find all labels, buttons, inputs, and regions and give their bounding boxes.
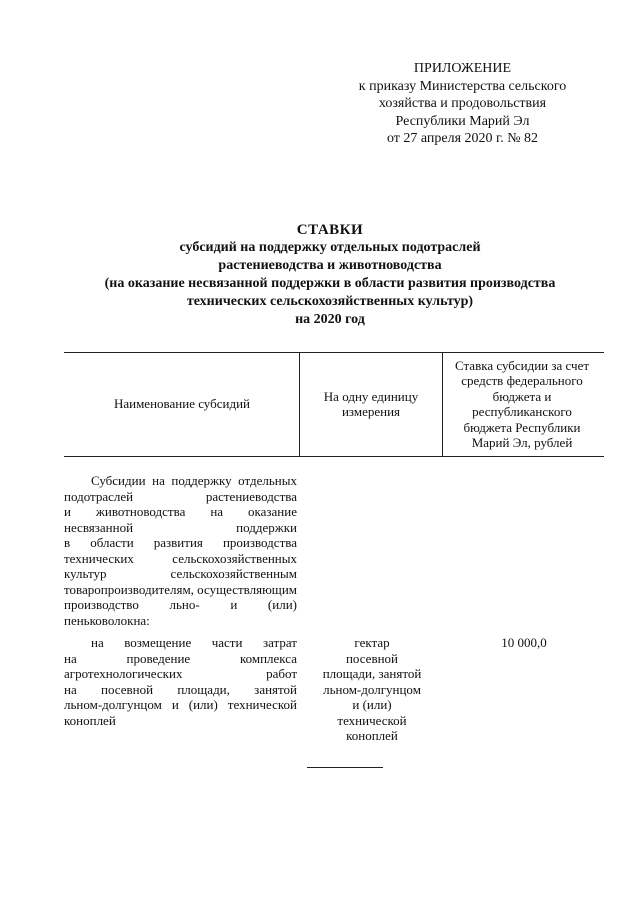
table-header-border	[64, 456, 604, 457]
row-name	[64, 635, 297, 728]
row-unit-line: коноплей	[346, 728, 398, 743]
row-unit-line: и (или)	[352, 697, 392, 712]
appendix-block	[330, 60, 595, 148]
header-name: Наименование субсидий	[113, 396, 251, 412]
section-line: товаропроизводителям, осуществляющим	[64, 581, 298, 597]
row-unit-line: льном-долгунцом	[323, 681, 421, 697]
header-rate: Ставка субсидии за счет средств федерального бюджета и республиканского бюджета Республики Марий Эл, рублей	[454, 357, 590, 450]
row-name-line: на посевной площади, занятой	[64, 681, 297, 697]
section-line: несвязанной поддержки	[64, 519, 297, 535]
column-divider	[299, 352, 300, 456]
section-line: и животноводства на оказание	[64, 504, 297, 519]
row-unit	[312, 635, 432, 744]
section-line: культур сельскохозяйственным	[64, 566, 297, 581]
row-unit-line: гектар	[354, 635, 390, 650]
header-unit: На одну единицу измерения	[323, 388, 419, 419]
appendix-heading: ПРИЛОЖЕНИЕ	[413, 61, 512, 76]
section-line: технических сельскохозяйственных	[64, 550, 297, 566]
title-line: (на оказание несвязанной поддержки в области развития производства	[104, 276, 556, 291]
column-divider	[442, 352, 443, 456]
row-rate-value: 10 000,0	[501, 635, 547, 650]
row-name-line: на возмещение части затрат	[91, 635, 297, 650]
row-name-line: агротехнологических работ	[64, 666, 297, 681]
document-title	[60, 221, 600, 329]
appendix-date-line: от 27 апреля 2020 г. № 82	[386, 131, 539, 146]
section-text	[64, 473, 297, 628]
appendix-line: Республики Марий Эл	[395, 113, 530, 129]
row-unit-line: площади, занятой	[322, 666, 422, 681]
appendix-line: хозяйства и продовольствия	[378, 96, 547, 111]
row-name-line: льном-долгунцом и (или) технической	[64, 697, 297, 712]
end-divider	[307, 767, 383, 768]
appendix-line: к приказу Министерства сельского	[358, 78, 567, 94]
page-title: СТАВКИ	[296, 222, 364, 238]
section-line: подотраслей растениеводства	[64, 488, 297, 504]
title-line: технических сельскохозяйственных культур)	[186, 294, 474, 309]
title-year: на 2020 год	[295, 312, 365, 327]
section-line: пеньковолокна:	[64, 612, 150, 628]
row-name-line: на проведение комплекса	[64, 650, 297, 666]
section-line: Субсидии на поддержку отдельных	[91, 473, 297, 488]
title-line: растениеводства и животноводства	[218, 258, 442, 273]
row-unit-line: технической	[337, 712, 407, 728]
title-line: субсидий на поддержку отдельных подотраслей	[179, 240, 481, 255]
section-line: производство льно- и (или)	[64, 597, 297, 612]
row-name-line: коноплей	[64, 712, 116, 728]
section-line: в области развития производства	[64, 535, 297, 550]
row-unit-line: посевной	[345, 650, 399, 666]
